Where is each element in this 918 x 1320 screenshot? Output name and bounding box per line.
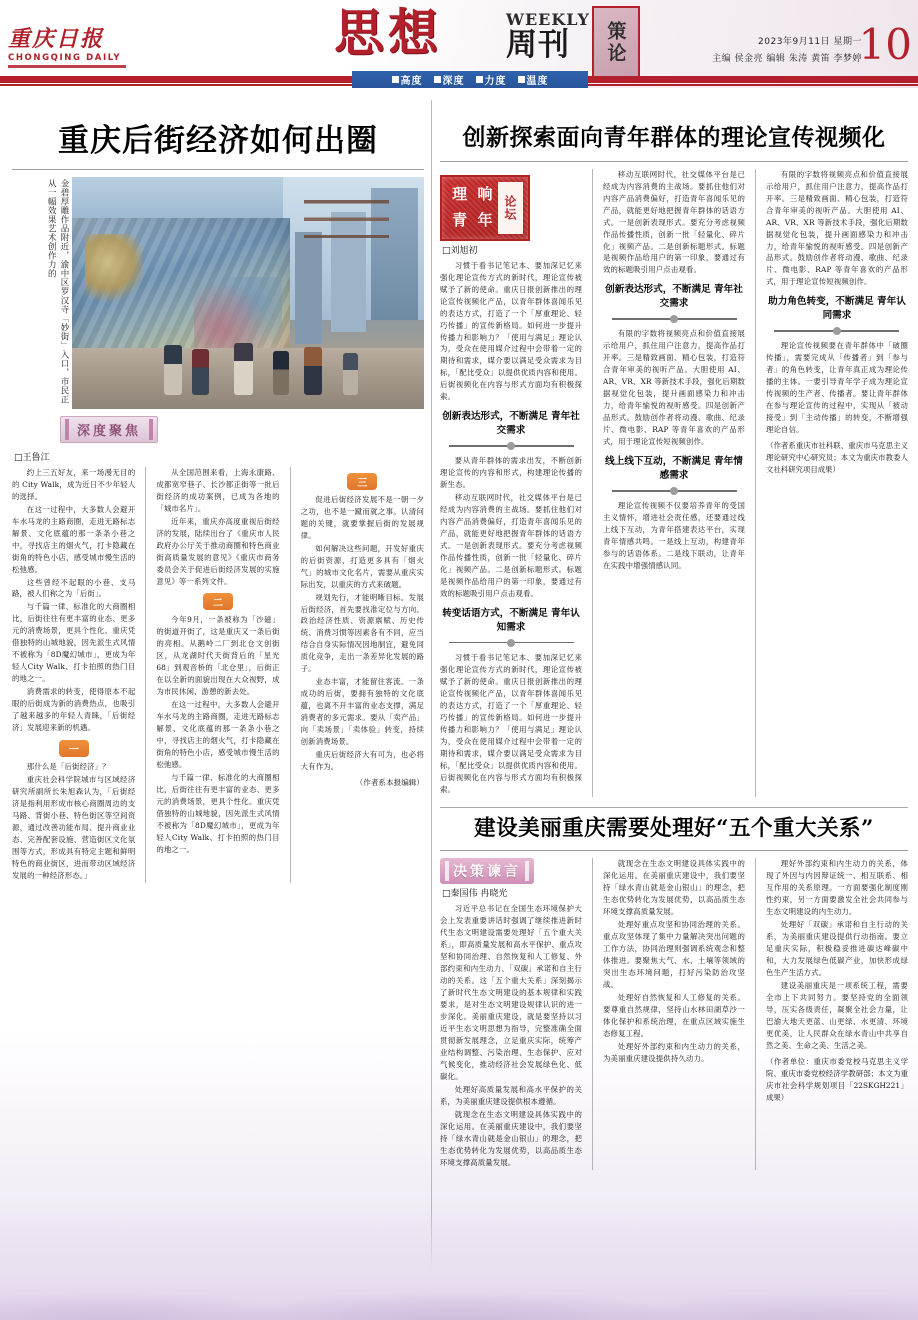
body-column-2 <box>156 467 279 884</box>
paragraph: 那什么是「后街经济」？ <box>26 762 110 772</box>
paragraph: 近年来，重庆亦高度重视后街经济的发展，陆续出台了《重庆市人民政府办公厅关于推动商圈和特色商业街高质量发展的意见》《重庆市商务委员会关于促进后街经济发展的实施意见》等一系列文件。 <box>156 516 280 586</box>
photo-pagoda <box>304 186 388 265</box>
paragraph: 习惯于看书记笔记本、要加深记忆来强化理论宣传方式的新时代，理论宣传被赋予了新的使命。重庆日报创新推出的理论宣传视频化产品，以青年群体喜闻乐见的表达方式，打造了一个「厚重理论、轻巧传播」的宣传新格局。如何进一步提升传播力和影响力？「使用与满足」理论认为，受众在使用媒介过程中会带着一定的期待和需求，媒介要以满足受众需求为目标，「配比受众」以提供优质内容和使用。后街视频化在内容与形式方面均有积极探索。 <box>440 652 583 794</box>
seal-char-xiang: 响 <box>477 185 493 204</box>
article-photo <box>72 177 424 409</box>
subheading-1: 创新表达形式，不断满足 青年社交需求 <box>442 411 580 437</box>
keyword-lidu <box>476 72 507 87</box>
paragraph: 处理好重点攻坚和协同治理的关系。重点攻坚体现了集中力量解决突出问题的工作方法，协同治理则强调系统观念和整体推进。要聚焦大气、水、土壤等领域的突出生态环境问题，打好污染防治攻坚战。 <box>602 920 746 990</box>
body-text <box>156 614 279 856</box>
subheading-divider <box>440 442 582 450</box>
paragraph: 习近平总书记在全国生态环境保护大会上发表重要讲话时强调了继续推进新时代生态文明建设需要处理好「五个重大关系」，即高质量发展和高水平保护、重点攻坚和协同治理、自然恢复和人工修复、外部约束和内生动力、「双碳」承诺和自主行动的关系。这「五个重大关系」深刻揭示了新时代生态文明建设的基本规律和实践要求，是对生态文明建设规律认识的进一步深化。美丽重庆建设，就是要坚持以习近平生态文明思想为指导，完整准确全面贯彻新发展理念，立足重庆实际，统筹产业结构调整、污染治理、生态保护、应对气候变化，推动经济社会发展绿色化、低碳化。 <box>440 904 583 1082</box>
paragraph: 习惯于看书记笔记本、要加深记忆来强化理论宣传方式的新时代，理论宣传被赋予了新的使命。重庆日报创新推出的理论宣传视频化产品，以青年群体喜闻乐见的表达方式，打造了一个「厚重理论、轻巧传播」的宣传新格局。如何进一步提升传播力和影响力？「使用与满足」理论认为，受众在使用媒介过程中会带着一定的期待和需求，媒介要以满足受众需求为目标，「配比受众」以提供优质内容和使用。后街视频化在内容与形式方面均有积极探索。 <box>440 260 583 402</box>
article-youth-theory-video <box>440 124 908 797</box>
paragraph: 有限的字数将视频亮点和价值直接展示给用户，抓住用户注意力，提高作品打开率。三是精致画面、精心包装，打造符合青年审美的视听产品。大胆使用 AI、AR、VR、XR 等新技术手段，强化后期数据视觉化包装，提升画面感染力和冲击力，给青年愉悦的视听感受。四是创新产品形式。鼓励创作者将动漫、歌曲、纪录片、微电影、RAP 等青年喜欢的产品形式，用于理论宣传短视频创作。 <box>602 329 746 447</box>
article-endnote: （作者系本报编辑） <box>355 778 424 788</box>
section-number-1: 一 <box>59 740 89 757</box>
article-separator <box>440 807 908 808</box>
keyword-label: 高度 <box>400 76 423 87</box>
column-divider <box>145 467 146 884</box>
masthead-meta <box>712 34 862 64</box>
vertical-divider-main <box>431 100 432 1280</box>
masthead-celun-box <box>592 6 640 80</box>
article-back-street-economy <box>12 124 424 883</box>
headline-rule <box>440 850 908 851</box>
square-bullet-icon <box>392 76 399 83</box>
keyword-gaodu <box>392 72 423 87</box>
subheading-divider <box>440 639 582 647</box>
subheading-2: 转变话语方式，不断满足 青年认知需求 <box>442 608 580 633</box>
page-content <box>0 96 918 1316</box>
photo-pedestrian <box>304 347 322 395</box>
byline: □刘旭初 <box>442 245 478 256</box>
paragraph: 处理好自然恢复和人工修复的关系。要尊重自然规律，坚持山水林田湖草沙一体化保护和系统治理，在重点区域实施生态修复工程。 <box>602 993 746 1039</box>
square-bullet-icon <box>476 76 483 83</box>
article-headline-theory-video: 创新探索面向青年群体的理论宣传视频化 <box>462 124 886 151</box>
keyword-label: 力度 <box>484 76 507 87</box>
article-headline-five-relations: 建设美丽重庆需要处理好“五个重大关系” <box>474 815 874 841</box>
paragraph: 在这一过程中，大多数人会避开车水马龙的主路商圈，走进无路标志解景、文化底蕴的那一条条小巷之中，寻找店主的烟火气，打卡隐藏在街角的特色小店，感受城市慢生活的松弛感。 <box>12 504 136 574</box>
section-badge-deep-focus <box>60 416 158 443</box>
seal-char-qing: 青 <box>452 211 468 230</box>
keyword-wendu <box>518 72 549 87</box>
body-text <box>603 500 745 572</box>
paragraph: 理好外部约束和内生动力的关系，体现了外因与内因辩证统一、相互联系、相互作用的关系原理。一方面要强化制度刚性约束，另一方面要激发全社会共同参与生态文明建设的内生动力。 <box>765 859 908 917</box>
subheading-divider <box>603 315 745 323</box>
masthead <box>0 0 918 88</box>
body-column-1 <box>440 169 582 797</box>
section-number-3: 三 <box>347 473 377 490</box>
author-credit: （作者单位：重庆市委党校马克思主义学院、重庆市委党校经济学教研部；本文为重庆市社会科学规划项目「22SKGH221」成果） <box>765 1057 908 1102</box>
body-text <box>766 858 908 1052</box>
keyword-band <box>352 71 588 88</box>
body-column-3 <box>766 858 908 1170</box>
subheading-1-repeat: 创新表达形式，不断满足 青年社交需求 <box>605 284 743 310</box>
column-divider <box>290 467 291 884</box>
publication-date: 2023年9月11日 星期一 <box>758 37 862 47</box>
byline: □王鲁江 <box>14 452 50 463</box>
paragraph: 要从青年群体的需求出发，不断创新理论宣传的内容和形式，构建理论传播的新生态。 <box>440 456 583 490</box>
paragraph: 消费需求的转变，使得原本不起眼的后街成为新的消费热点，也吸引了越来越多的年轻人青睐，「后街经济」发展迎来新的机遇。 <box>12 687 136 733</box>
seal-side-label: 论坛 <box>498 182 523 234</box>
headline-rule <box>12 169 424 170</box>
paragraph: 与千篇一律、标准化的大商圈相比，后街往往有更丰富的业态、更多元的消费场景，更具个性化。重庆凭借独特的山城地貌，因先派生式风情不被称为「8D魔幻城市」，更成为年轻人City Walk、打卡拍照的热门目的地之一。 <box>156 773 280 855</box>
paragraph: 业态丰富，才能留住客流。一条成功的后街，要拥有独特的文化底蕴，也离不开丰富的业态支撑，满足消费者的多元需求。要从「卖产品」向「卖场景」「卖体验」转变，持续创新消费场景。 <box>300 677 424 747</box>
divider-dot-icon <box>833 327 841 335</box>
paragraph: 建设美丽重庆是一项系统工程，需要全市上下共同努力。要坚持党的全面领导，压实各级责任，凝聚全社会力量，让巴渝大地天更蓝、山更绿、水更清、环境更优美，让人民群众在绿水青山中共享自然之美、生命之美、生活之美。 <box>765 981 908 1051</box>
body-text <box>440 903 582 1169</box>
right-column-area <box>440 124 908 1170</box>
photo-pedestrian <box>343 353 358 395</box>
photo-pedestrian <box>234 343 253 395</box>
paragraph: 移动互联网时代，社交媒体平台是已经成为内容消费的主战场。要抓住他们对内容产品消费偏好，打造青年喜闻乐见的产品，就能更好地把握青年群体的话语方式。一是创新表现形式。要充分考虑视频作品传播性质，创新一批「轻量化、碎片化」视频产品。二是创新标题形式。标题是视频作品给用户的第一印象，要通过有效的标题吸引用户点击观看。 <box>602 169 746 275</box>
column-divider <box>755 169 756 797</box>
forum-seal-stamp <box>440 175 530 241</box>
paragraph: 就现念在生态文明建设具体实践中的深化运用。在美丽重庆建设中，我们要坚持「绿水青山就是金山银山」的理念，把生态优势转化为发展优势，以高品质生态环境支撑高质量发展。 <box>440 1110 583 1168</box>
body-text <box>440 652 582 796</box>
byline: □秦国伟 冉晓光 <box>442 889 508 900</box>
section-badge-label: 深度聚焦 <box>77 423 142 439</box>
body-text <box>603 328 745 448</box>
masthead-title-main: 思想 <box>334 3 442 62</box>
masthead-title-block <box>330 4 640 80</box>
seal-char-nian: 年 <box>477 211 493 230</box>
column-divider <box>592 169 593 797</box>
body-text <box>603 169 745 277</box>
paragraph: 处理好高质量发展和高水平保护的关系，为美丽重庆建设提供根本遵循。 <box>440 1085 583 1107</box>
divider-dot-icon <box>670 487 678 495</box>
paragraph: 处理好外部约束和内生动力的关系，为美丽重庆建设提供持久动力。 <box>602 1042 746 1064</box>
seal-character-grid <box>447 182 523 234</box>
logo-english: CHONGQING DAILY <box>8 53 122 63</box>
section-badge-policy-advice <box>440 858 534 884</box>
subheading-4: 助力角色转变，不断满足 青年认同需求 <box>768 296 906 322</box>
square-bullet-icon <box>518 76 525 83</box>
subheading-divider <box>766 327 908 335</box>
photo-figure <box>12 177 424 409</box>
photo-caption-text: 金碧厚雕作品附近，渝中区罗汉寺「妙街」入口，市民正从一幅效果艺术创作力的 <box>46 178 69 404</box>
square-bullet-icon <box>434 76 441 83</box>
paragraph: 处理好「双碳」承诺和自主行动的关系，为美丽重庆建设提供行动指南。要立足重庆实际，积极稳妥推进碳达峰碳中和，大力发展绿色低碳产业，加快形成绿色生产生活方式。 <box>765 920 908 978</box>
body-text <box>440 260 582 404</box>
body-text <box>12 761 135 882</box>
body-text <box>156 467 279 588</box>
headline-rule <box>440 161 908 162</box>
three-column-body <box>12 467 424 884</box>
page-number: 10 <box>858 20 912 69</box>
author-credit: （作者系重庆市社科联、重庆市马克思主义理论研究中心研究员；本文为重庆市教委人文社科研究项目成果） <box>765 441 908 474</box>
paragraph: 就现念在生态文明建设具体实践中的深化运用。在美丽重庆建设中，我们要坚持「绿水青山就是金山银山」的理念，把生态优势转化为发展优势，以高品质生态环境支撑高质量发展。 <box>602 859 746 917</box>
logo-rule <box>8 65 126 68</box>
keyword-shendu <box>434 72 465 87</box>
divider-dot-icon <box>507 639 515 647</box>
paragraph: 今年9月，一条被称为「沙磁」的街道开街了，这是重庆又一条后街的亮相。从鹅岭二厂到北仓文创街区，从龙湖时代天街背后的「星光68」到观音桥的「北仓里」，后街正在以全新的面貌出现在大众视野，成为市民休闲、游憩的新去处。 <box>156 615 280 697</box>
logo-chinese: 重庆日报 <box>8 26 105 52</box>
body-text <box>603 858 745 1065</box>
body-column-2 <box>603 169 745 797</box>
body-text <box>766 340 908 436</box>
paragraph: 从全国范围来看，上海永康路、成都宽窄巷子、长沙都正街等一批后街经济的成功案例，已成为各地的「城市名片」。 <box>156 467 280 513</box>
newspaper-logo <box>8 28 158 68</box>
page-title: 重庆后街经济如何出圈 <box>58 123 378 159</box>
three-column-body <box>440 169 908 797</box>
body-column-3 <box>766 169 908 797</box>
body-text <box>440 455 582 600</box>
body-text <box>12 467 135 735</box>
masthead-celun-label: 策论 <box>604 21 627 65</box>
keyword-label: 深度 <box>442 76 465 87</box>
section-badge-label: 决策谏言 <box>453 864 521 881</box>
paragraph: 规划先行，才能明晰目标。发展后街经济，首先要找准定位与方向。政治经济性质、资源禀赋、历史传统、消费习惯等因素各有不同，应当结合自身实际情况因地制宜，避免同质化竞争，走出一条差异化发展的路子。 <box>300 592 424 674</box>
paragraph: 移动互联网时代，社交媒体平台是已经成为内容消费的主战场。要抓住他们对内容产品消费偏好，打造青年喜闻乐见的产品，就能更好地把握青年群体的话语方式。一是创新表现形式。要充分考虑视频作品传播性质，创新一批「轻量化、碎片化」视频产品。二是创新标题形式。标题是视频作品给用户的第一印象，要通过有效的标题吸引用户点击观看。 <box>440 493 583 599</box>
paragraph: 与千篇一律、标准化的大商圈相比，后街往往有更丰富的业态、更多元的消费场景，更具个性化。重庆凭借独特的山城地貌，因先派生式风情不被称为「8D魔幻城市」，更成为年轻人City Walk、打卡拍照的热门目的地之一。 <box>12 602 136 684</box>
subheading-divider <box>603 487 745 495</box>
paragraph: 重庆社会科学院城市与区域经济研究所副所长朱旭森认为，「后街经济是指利用形成市核心商圈周边的支马路、背街小巷、特色街区等空间资源，通过改善功能布局、提升商业业态、完善配套设施、营造街区文化氛围等方式，形成具有特定主题和鲜明特色的商业街区，进而带动区域经济发展的一种经济形态。」 <box>12 775 136 881</box>
divider-dot-icon <box>670 315 678 323</box>
column-divider <box>592 858 593 1170</box>
photo-pedestrian <box>192 349 209 395</box>
editor-credits: 主编 侯金亮 编辑 朱涛 黄笛 李梦婷 <box>712 54 862 64</box>
body-column-2 <box>603 858 745 1170</box>
masthead-weekly-cn: 周刊 <box>506 27 570 63</box>
paragraph: 这些曾经不起眼的小巷、支马路，被人们称之为「后街」。 <box>12 577 136 599</box>
divider-dot-icon <box>507 442 515 450</box>
paragraph: 理论宣传视频不仅要培养青年的受国主义情怀，增进社会责任感，还要通过线上线下互动，为青年搭建表达平台，实现青年情感共鸣。一是线上互动，构建青年参与的话语体系。二是线下联动，让青年在实践中增强情感认同。 <box>602 500 746 570</box>
paragraph: 如何解决这些问题，开发好重庆的后街资源，打造更多具有「烟火气」的城市文化名片，需要从重庆实际出发，以重庆的方式来破题。 <box>300 543 424 589</box>
body-column-1 <box>440 858 582 1170</box>
photo-caption <box>12 177 72 411</box>
body-column-3 <box>301 467 424 884</box>
paragraph: 促进后街经济发展不是一朝一夕之功，也不是一蹴而就之事。认清问题的关键，就要掌握后街的发展规律。 <box>300 494 424 540</box>
paragraph: 理论宣传视频要在青年群体中「破圈传播」，需要完成从「传播者」到「参与者」的角色转变，让青年真正成为理论传播的主体。一要引导青年学子成为理论宣传视频的生产者、传播者。要让青年群体在参与理论宣传的过程中，实现从「被动接受」到「主动传播」的转变，不断增强理论自信。 <box>765 341 908 435</box>
photo-pedestrian <box>273 351 289 395</box>
three-column-body <box>440 858 908 1170</box>
body-text <box>766 169 908 289</box>
article-beautiful-chongqing <box>440 816 908 1170</box>
section-number-2: 二 <box>203 593 233 610</box>
body-text <box>301 494 424 774</box>
paragraph: 约上三五好友，来一场漫无目的的 City Walk，成为近日不少年轻人的选择。 <box>12 467 136 501</box>
keyword-label: 温度 <box>526 76 549 87</box>
photo-pedestrian <box>164 345 182 395</box>
paragraph: 重庆后街经济大有可为，也必将大有作为。 <box>300 750 424 772</box>
body-column-1 <box>12 467 135 884</box>
paragraph: 在这一过程中，大多数人会避开车水马龙的主路商圈，走进无路标志解景、文化底蕴的那一条条小巷之中，寻找店主的烟火气，打卡隐藏在街角的特色小店，感受城市慢生活的松弛感。 <box>156 700 280 770</box>
paragraph: 有限的字数将视频亮点和价值直接展示给用户，抓住用户注意力，提高作品打开率。三是精致画面、精心包装，打造符合青年审美的视听产品。大胆使用 AI、AR、VR、XR 等新技术手段，强化后期数据视觉化包装，提升画面感染力和冲击力，给青年愉悦的视听感受。四是创新产品形式。鼓励创作者将动漫、歌曲、纪录片、微电影、RAP 等青年喜欢的产品形式，用于理论宣传短视频创作。 <box>765 169 908 287</box>
column-divider <box>755 858 756 1170</box>
subheading-3: 线上线下互动，不断满足 青年情感需求 <box>605 456 743 482</box>
seal-char-li: 理 <box>452 185 468 204</box>
masthead-weekly-en: WEEKLY <box>506 10 590 29</box>
